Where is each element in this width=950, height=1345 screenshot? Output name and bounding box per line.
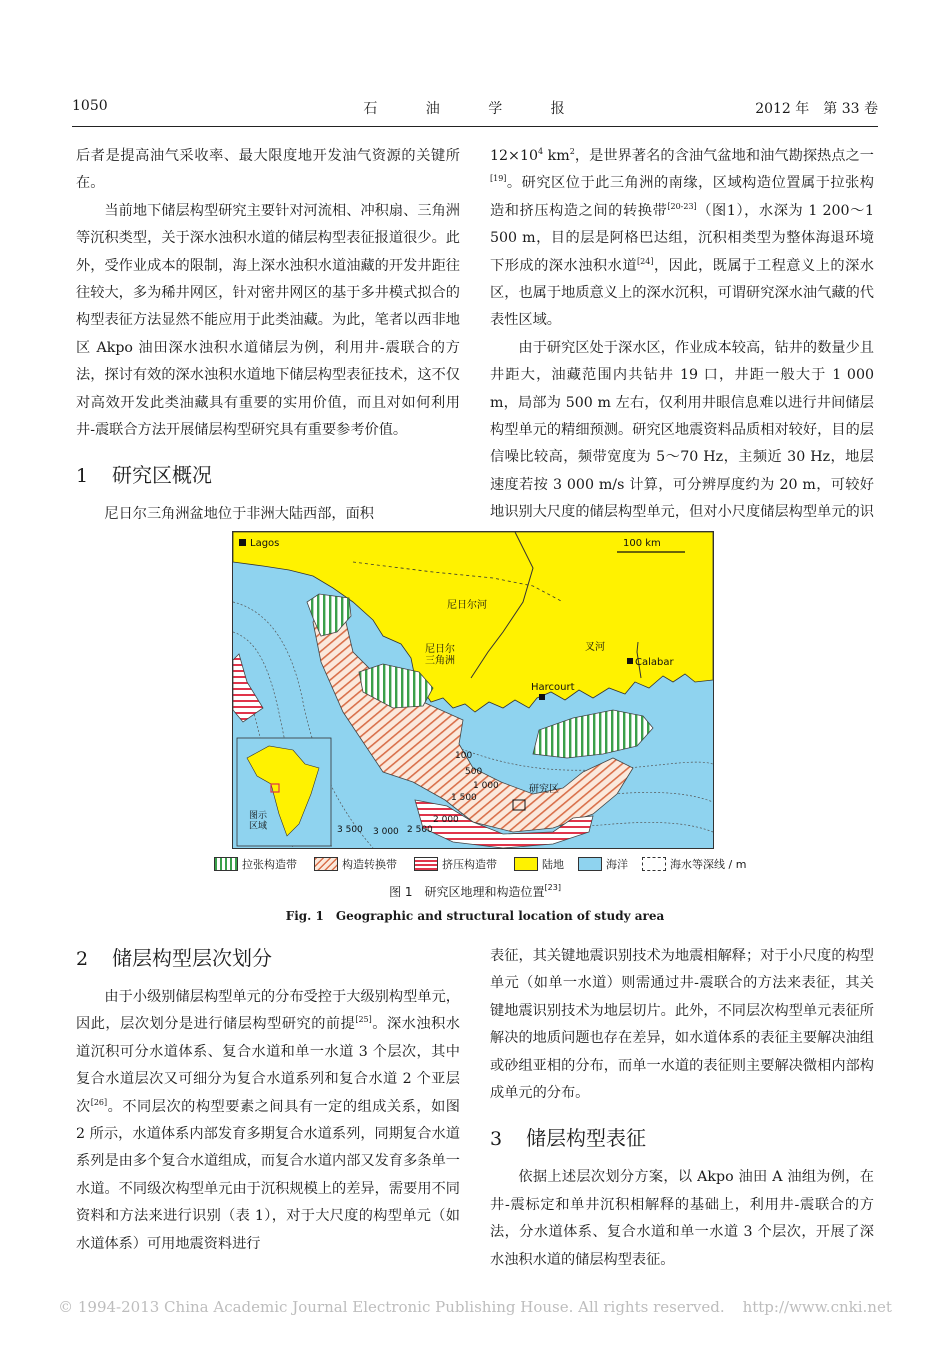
figure-caption-zh: 图 1 研究区地理和构造位置[23] bbox=[389, 883, 561, 899]
page-number: 1050 bbox=[72, 98, 108, 114]
right-column-top bbox=[490, 143, 874, 554]
swatch-isobath bbox=[642, 857, 666, 871]
label-harcourt: Harcourt bbox=[531, 682, 575, 693]
swatch-extension bbox=[214, 857, 238, 871]
header-rule bbox=[72, 126, 878, 127]
citation: [19] bbox=[490, 174, 507, 184]
figure-legend bbox=[214, 854, 754, 876]
paragraph: 尼日尔三角洲盆地位于非洲大陆西部，面积 bbox=[104, 506, 374, 523]
paragraph: 后者是提高油气采收率、最大限度地开发油气资源的关键所在。 bbox=[76, 148, 460, 192]
contour-label: 3 500 bbox=[337, 825, 363, 835]
section-number: 1 bbox=[76, 465, 89, 488]
section-number: 2 bbox=[76, 948, 89, 970]
legend-item: 构造转换带 bbox=[314, 856, 397, 872]
swatch-land bbox=[514, 857, 538, 871]
right-column-bottom bbox=[490, 943, 874, 1274]
cnki-url[interactable]: http://www.cnki.net bbox=[742, 1298, 892, 1316]
paragraph: 由于研究区处于深水区，作业成本较高，钻井的数量少且井距大，油藏范围内共钻井 19 口，井距一般大于 1 000 m，局部为 500 m 左右，仅利用井眼信息难以进行井间储层构型单元的精细预测。研究区地震资料品质相对较好，目的层信噪比较高，频带宽度为 5～70 Hz，主频近 30 Hz，地层速度若按 3 000 m/s 计算，可分辨厚度约为 20 m，可较好地识别大尺度的储层构型单元，但对小尺度储层构型单元的识 bbox=[490, 339, 874, 521]
label-scale: 100 km bbox=[623, 538, 661, 549]
legend-item: 陆地 bbox=[514, 856, 564, 872]
legend-item: 拉张构造带 bbox=[214, 856, 297, 872]
section-title: 储层构型层次划分 bbox=[112, 946, 272, 970]
city-marker bbox=[539, 694, 545, 700]
paragraph: 依据上述层次划分方案，以 Akpo 油田 A 油组为例，在井-震标定和单井沉积相解释的基础上，利用井-震联合的方法，分水道体系、复合水道和单一水道 3 个层次，开展了深水浊积水道的储层构型表征。 bbox=[490, 1169, 874, 1268]
section-heading-3 bbox=[490, 1123, 874, 1154]
section-heading-1 bbox=[76, 460, 460, 491]
label-niger-river: 尼日尔河 bbox=[447, 600, 487, 611]
section-number: 3 bbox=[490, 1128, 503, 1151]
figure-1-map bbox=[232, 531, 714, 849]
contour-label: 500 bbox=[465, 767, 483, 777]
legend-item: 海水等深线 / m bbox=[642, 856, 746, 872]
swatch-ocean bbox=[578, 857, 602, 871]
section-title: 研究区概况 bbox=[112, 463, 212, 488]
city-marker bbox=[239, 539, 246, 546]
contour-label: 100 bbox=[455, 751, 473, 761]
swatch-compression bbox=[414, 857, 438, 871]
left-column-bottom bbox=[76, 943, 460, 1258]
paragraph: 当前地下储层构型研究主要针对河流相、冲积扇、三角洲等沉积类型，关于深水浊积水道的储层构型表征报道很少。此外，受作业成本的限制，海上深水浊积水道油藏的开发井距往往较大，多为稀井网区，针对密井网区的基于多井模式拟合的构型表征方法显然不能应用于此类油藏。为此，笔者以西非地区 Akpo 油田深水浊积水道储层为例，利用井-震联合的方法，探讨有效的深水浊积水道地下储层构型表征技术，这不仅对高效开发此类油藏具有重要的实用价值，而且对如何利用井-震联合方法开展储层构型研究具有重要参考价值。 bbox=[76, 202, 460, 439]
label-calabar: Calabar bbox=[635, 657, 674, 668]
contour-label: 1 500 bbox=[451, 793, 477, 803]
contour-label: 2 000 bbox=[433, 815, 459, 825]
copyright-text: © 1994-2013 China Academic Journal Electronic Publishing House. All rights reserved. bbox=[58, 1298, 725, 1316]
label-niger-delta: 尼日尔三角洲 bbox=[425, 644, 455, 667]
contour-label: 3 000 bbox=[373, 827, 399, 837]
label-fork-river: 叉河 bbox=[585, 642, 605, 653]
label-inset: 图示区域 bbox=[249, 811, 268, 832]
legend-item: 挤压构造带 bbox=[414, 856, 497, 872]
citation: [24] bbox=[637, 256, 654, 266]
journal-name: 石 油 学 报 bbox=[363, 101, 587, 117]
citation: [20-23] bbox=[667, 201, 697, 211]
citation: [26] bbox=[90, 1097, 108, 1107]
running-header bbox=[72, 98, 878, 122]
section-heading-2 bbox=[76, 943, 460, 974]
copyright-footer bbox=[0, 1298, 950, 1316]
left-column-top bbox=[76, 143, 460, 529]
map-svg bbox=[233, 532, 713, 848]
city-marker bbox=[627, 658, 633, 664]
paragraph: 表征，其关键地震识别技术为地震相解释；对于小尺度的构型单元（如单一水道）则需通过井-震联合的方法来表征，其关键地震识别技术为地层切片。此外，不同层次构型单元表征所解决的地质问题也存在差异，如水道体系的表征主要解决油组或砂组亚相的分布，而单一水道的表征则主要解决微相内部构成单元的分布。 bbox=[490, 948, 874, 1102]
figure-caption-en: Fig. 1 Geographic and structural location of study area bbox=[285, 909, 665, 923]
citation: [25] bbox=[355, 1015, 372, 1025]
year-volume: 2012 年 第 33 卷 bbox=[755, 101, 878, 117]
label-study-area: 研究区 bbox=[529, 784, 559, 795]
contour-label: 1 000 bbox=[473, 781, 499, 791]
swatch-transform bbox=[314, 857, 338, 871]
paragraph: $12\times 10^4$ $km^2$，是世界著名的含油气盆地和油气勘探热点之一[19]。研究区位于此三角洲的南缘，区域构造位置属于拉张构造和挤压构造之间的转换带[20-23]（图1），水深为 1 200～1 500 m，目的层是阿格巴达组，沉积相类型为整体海退环境下形成的深水浊积水道[24]，因此，既属于工程意义上的深水区，也属于地质意义上的深水沉积，可谓研究深水油气藏的代表性区域。 bbox=[490, 147, 874, 329]
legend-item: 海洋 bbox=[578, 856, 628, 872]
label-lagos: Lagos bbox=[250, 538, 280, 549]
contour-label: 2 500 bbox=[407, 825, 433, 835]
paragraph: 由于小级别储层构型单元的分布受控于大级别构型单元，因此，层次划分是进行储层构型研究的前提[25]。深水浊积水道沉积可分水道体系、复合水道和单一水道 3 个层次，其中复合水道层次又可细分为复合水道系列和复合水道 2 个亚层次[26]。不同层次的构型要素之间具有一定的组成关系，如图 2 所示，水道体系内部发育多期复合水道系列，同期复合水道系列是由多个复合水道组成，而复合水道内部又发育多条单一水道。不同级次构型单元由于沉积规模上的差异，需要用不同资料和方法来进行识别（表 1），对于大尺度的构型单元（如水道体系）可用地震资料进行 bbox=[76, 989, 460, 1252]
section-title: 储层构型表征 bbox=[526, 1126, 646, 1151]
